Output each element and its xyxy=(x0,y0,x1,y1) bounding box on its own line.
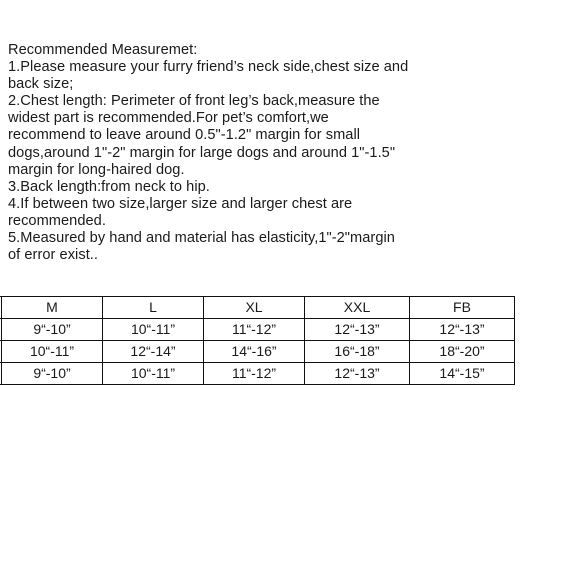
instruction-line: recommended. xyxy=(8,212,106,229)
size-chart-table xyxy=(0,296,515,385)
table-cell: 14“-15” xyxy=(410,363,515,385)
table-cell: 10“-11” xyxy=(103,319,204,341)
header-cell-l: L xyxy=(103,297,204,319)
instruction-line: 3.Back length:from neck to hip. xyxy=(8,178,210,195)
instruction-line: 5.Measured by hand and material has elasticity,1"-2"margin xyxy=(8,230,395,247)
measurement-instructions xyxy=(8,42,428,264)
table-cell: 10“-11” xyxy=(2,341,103,363)
header-cell-xxl: XXL xyxy=(305,297,410,319)
table-header-row xyxy=(0,297,515,319)
header-cell-fb: FB xyxy=(410,297,515,319)
instruction-line: dogs,around 1"-2" margin for large dogs and around 1"-1.5" xyxy=(8,144,396,161)
instruction-line: 4.If between two size,larger size and larger chest are xyxy=(8,195,353,212)
table-cell: 11“-12” xyxy=(204,363,305,385)
header-cell-m: M xyxy=(2,297,103,319)
instruction-line: 2.Chest length: Perimeter of front leg’s back,measure the xyxy=(8,93,380,110)
table-cell: 10“-11” xyxy=(103,363,204,385)
table-cell: 16“-18” xyxy=(305,341,410,363)
table-cell: 12“-14” xyxy=(103,341,204,363)
table-cell: 12“-13” xyxy=(410,319,515,341)
table-row xyxy=(0,319,515,341)
table-row xyxy=(0,341,515,363)
table-cell: 11“-12” xyxy=(204,319,305,341)
instruction-line: of error exist.. xyxy=(8,247,99,264)
instruction-line: back size; xyxy=(8,76,74,93)
table-cell: 12“-13” xyxy=(305,363,410,385)
table-cell: 12“-13” xyxy=(305,319,410,341)
table-cell: 9“-10” xyxy=(2,319,103,341)
instruction-line: widest part is recommended.For pet’s comfort,we xyxy=(8,110,329,127)
instruction-line: 1.Please measure your furry friend’s neck side,chest size and xyxy=(8,59,409,76)
table-cell: 18“-20” xyxy=(410,341,515,363)
instructions-title: Recommended Measuremet: xyxy=(8,42,198,58)
header-cell-xl: XL xyxy=(204,297,305,319)
table-row xyxy=(0,363,515,385)
instruction-line: recommend to leave around 0.5"-1.2" margin for small xyxy=(8,127,361,144)
table-cell: 9“-10” xyxy=(2,363,103,385)
table-cell: 14“-16” xyxy=(204,341,305,363)
instruction-line: margin for long-haired dog. xyxy=(8,161,185,178)
